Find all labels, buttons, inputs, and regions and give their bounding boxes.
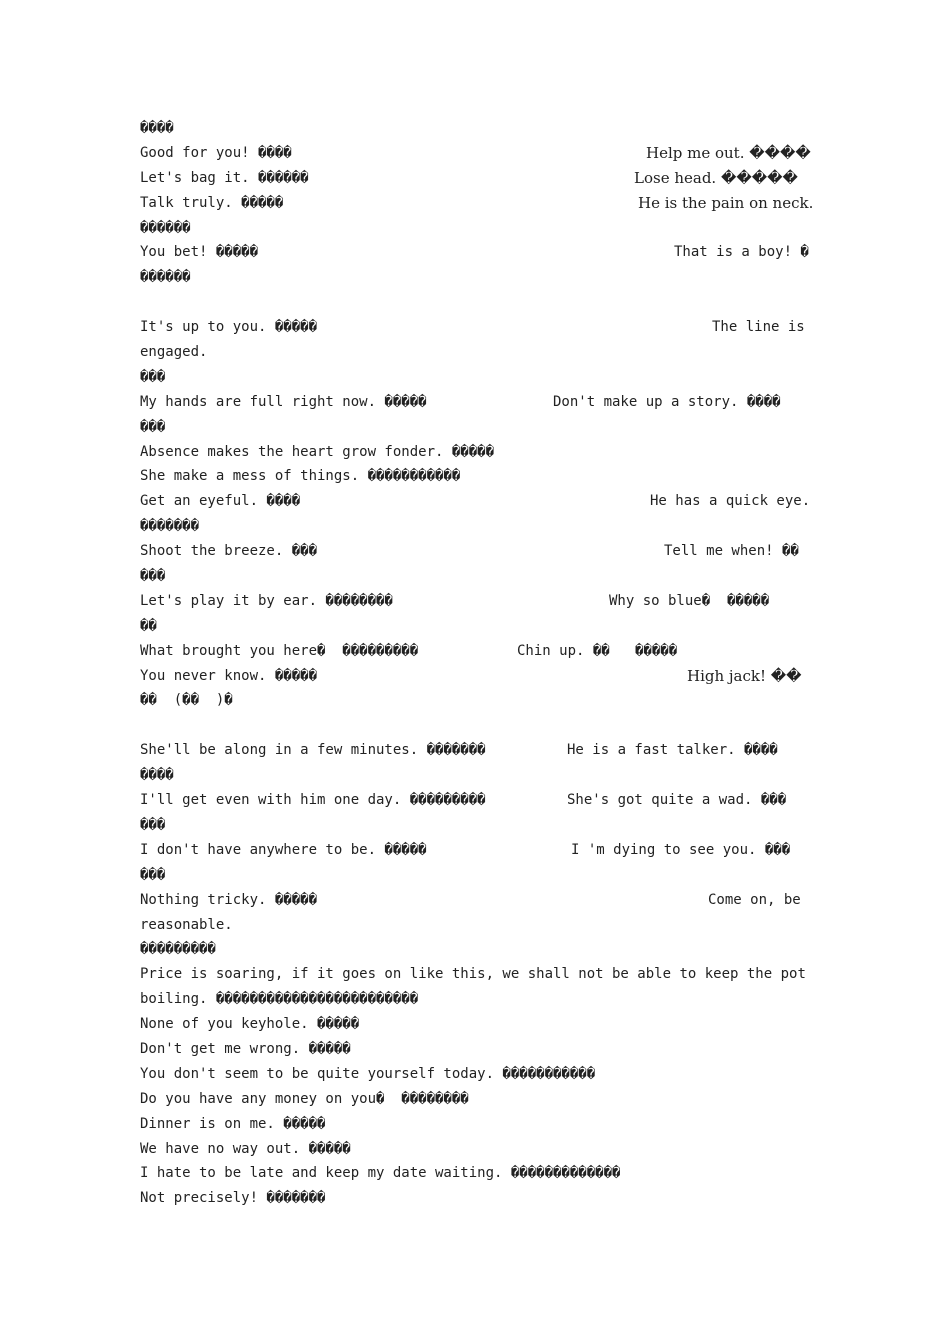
phrase-left: ��� xyxy=(140,568,166,585)
phrase-left: Not precisely! ������� xyxy=(140,1190,326,1207)
phrase-left: Nothing tricky. ����� xyxy=(140,891,318,908)
text-line xyxy=(140,763,812,788)
text-line xyxy=(140,440,812,465)
phrase-left: Get an eyeful. ���� xyxy=(140,493,301,510)
phrase-right: Why so blue� ����� xyxy=(609,592,770,609)
text-line xyxy=(140,1137,812,1162)
phrase-right: He is a fast talker. ���� xyxy=(567,742,778,759)
phrase-right: Chin up. �� ����� xyxy=(517,642,678,659)
phrase-left: We have no way out. ����� xyxy=(140,1140,351,1157)
phrase-left: Do you have any money on you� �������� xyxy=(140,1090,469,1107)
phrase-right: Tell me when! �� xyxy=(664,543,799,560)
phrase-left: ���� xyxy=(140,767,174,784)
phrase-left: Good for you! ���� xyxy=(140,144,292,161)
text-line xyxy=(140,166,812,191)
phrase-right: He has a quick eye. xyxy=(650,493,811,510)
phrase-list xyxy=(140,116,812,1211)
text-line xyxy=(140,415,812,440)
phrase-left: Don't get me wrong. ����� xyxy=(140,1040,351,1057)
phrase-left: engaged. xyxy=(140,344,208,361)
text-line xyxy=(140,340,812,365)
phrase-right: That is a boy! � xyxy=(674,244,809,261)
text-line xyxy=(140,1037,812,1062)
phrase-left: You never know. ����� xyxy=(140,667,318,684)
phrase-left: None of you keyhole. ����� xyxy=(140,1016,360,1033)
phrase-left: I'll get even with him one day. ��������� xyxy=(140,792,486,809)
phrase-left: I hate to be late and keep my date waiting. ������������� xyxy=(140,1165,621,1182)
text-line xyxy=(140,664,812,689)
phrase-right: She's got quite a wad. ��� xyxy=(567,792,787,809)
phrase-left: Shoot the breeze. ��� xyxy=(140,543,318,560)
text-line xyxy=(140,315,812,340)
text-line xyxy=(140,1112,812,1137)
text-line xyxy=(140,888,812,913)
text-line xyxy=(140,514,812,539)
text-line xyxy=(140,390,812,415)
phrase-left: I don't have anywhere to be. ����� xyxy=(140,841,427,858)
text-line xyxy=(140,713,812,738)
phrase-left: Absence makes the heart grow fonder. ����� xyxy=(140,443,495,460)
text-line xyxy=(140,240,812,265)
phrase-left: Talk truly. ����� xyxy=(140,194,284,211)
text-line xyxy=(140,290,812,315)
phrase-left: Let's play it by ear. �������� xyxy=(140,592,393,609)
text-line xyxy=(140,489,812,514)
text-line xyxy=(140,1186,812,1211)
phrase-left: You don't seem to be quite yourself today. ����������� xyxy=(140,1065,596,1082)
text-line xyxy=(140,141,812,166)
phrase-left: Dinner is on me. ����� xyxy=(140,1115,326,1132)
phrase-left: Price is soaring, if it goes on like this, we shall not be able to keep the pot xyxy=(140,966,806,983)
text-line xyxy=(140,216,812,241)
phrase-left: ��������� xyxy=(140,941,216,958)
phrase-left: She make a mess of things. ����������� xyxy=(140,468,461,485)
phrase-right: He is the pain on neck. xyxy=(638,193,814,212)
text-line xyxy=(140,539,812,564)
text-line xyxy=(140,639,812,664)
phrase-left: What brought you here� ��������� xyxy=(140,642,419,659)
text-line xyxy=(140,1161,812,1186)
phrase-left: ������ xyxy=(140,269,191,286)
phrase-left: �� (�� )� xyxy=(140,692,233,709)
phrase-left: ��� xyxy=(140,418,166,435)
text-line xyxy=(140,265,812,290)
phrase-left: ������� xyxy=(140,518,200,535)
text-line xyxy=(140,913,812,938)
phrase-right: The line is xyxy=(712,319,805,336)
text-line xyxy=(140,116,812,141)
text-line xyxy=(140,962,812,987)
phrase-left: boiling. ������������������������ xyxy=(140,991,419,1008)
text-line xyxy=(140,365,812,390)
phrase-left: It's up to you. ����� xyxy=(140,319,318,336)
text-line xyxy=(140,1087,812,1112)
phrase-left: ��� xyxy=(140,368,166,385)
text-line xyxy=(140,788,812,813)
text-line xyxy=(140,464,812,489)
text-line xyxy=(140,838,812,863)
text-line xyxy=(140,937,812,962)
text-line xyxy=(140,863,812,888)
phrase-right: High jack! �� xyxy=(687,666,802,685)
phrase-right: Come on, be xyxy=(708,891,801,908)
text-line xyxy=(140,813,812,838)
phrase-left: reasonable. xyxy=(140,916,233,933)
text-line xyxy=(140,738,812,763)
phrase-left: ��� xyxy=(140,816,166,833)
phrase-right: I 'm dying to see you. ��� xyxy=(571,841,791,858)
phrase-left: �� xyxy=(140,617,157,634)
phrase-left: My hands are full right now. ����� xyxy=(140,393,427,410)
text-line xyxy=(140,191,812,216)
phrase-right: Don't make up a story. ���� xyxy=(553,393,781,410)
phrase-left: ������ xyxy=(140,219,191,236)
text-line xyxy=(140,614,812,639)
phrase-left: ��� xyxy=(140,866,166,883)
phrase-left: She'll be along in a few minutes. ������� xyxy=(140,742,486,759)
phrase-right: Help me out. ���� xyxy=(646,143,811,162)
text-line xyxy=(140,1062,812,1087)
text-line xyxy=(140,1012,812,1037)
text-line xyxy=(140,564,812,589)
text-line xyxy=(140,987,812,1012)
phrase-left: Let's bag it. ������ xyxy=(140,169,309,186)
phrase-right: Lose head. ����� xyxy=(634,168,798,187)
text-line xyxy=(140,589,812,614)
text-line xyxy=(140,688,812,713)
phrase-left: ���� xyxy=(140,120,174,136)
phrase-left: You bet! ����� xyxy=(140,244,259,261)
